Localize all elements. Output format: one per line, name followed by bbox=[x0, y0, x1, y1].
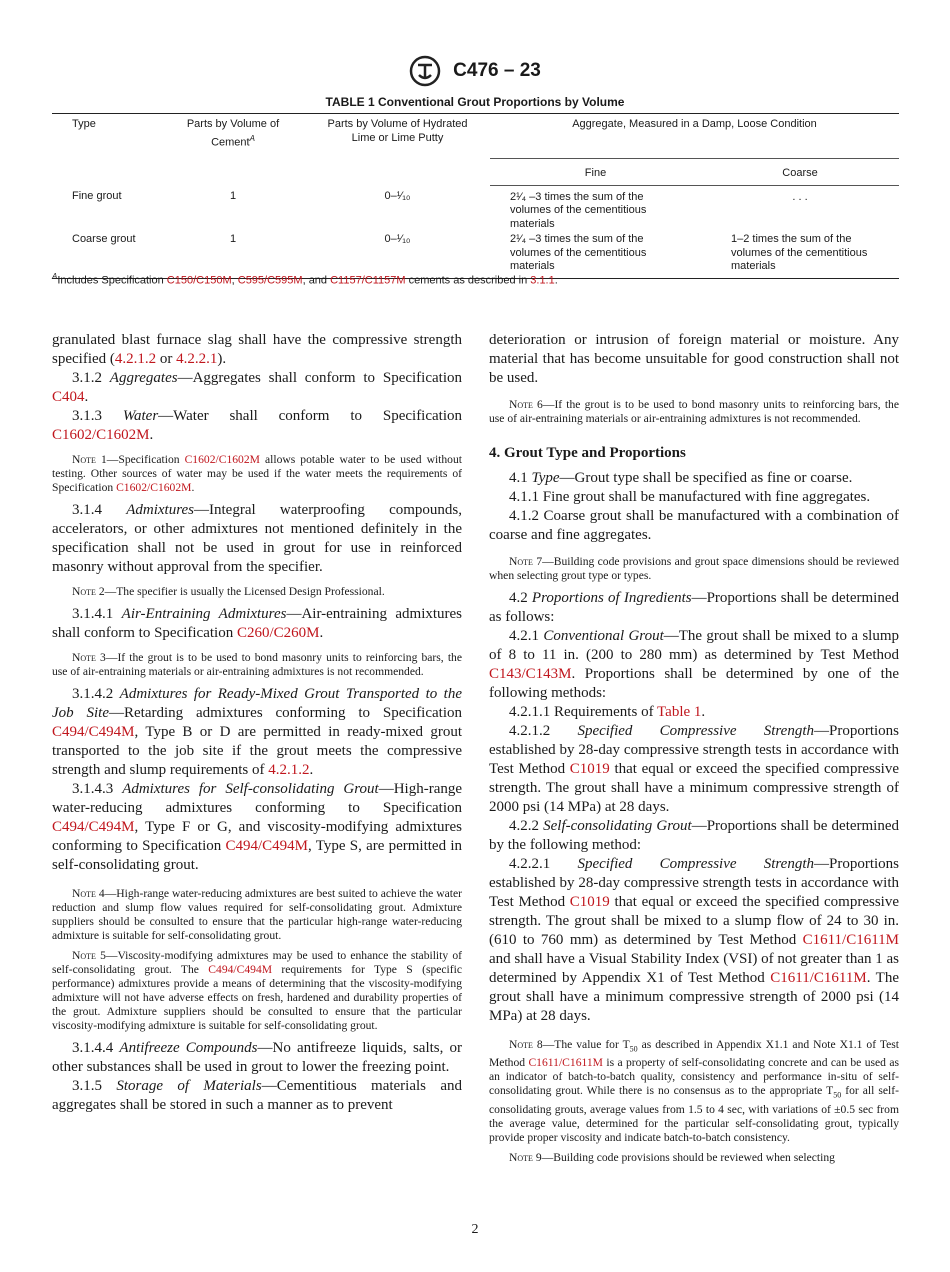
header-aggregate: Aggregate, Measured in a Damp, Loose Condition bbox=[490, 114, 899, 159]
link-c150[interactable]: C150/C150M bbox=[166, 274, 232, 287]
link-c1611[interactable]: C1611/C1611M bbox=[528, 1056, 603, 1070]
paragraph-4-2-2-1: 4.2.2.1 Specified Compressive Strength—Proportions established by 28-day compressive strength tests in accordance with Test Method C1019 that equal or exceed the specified compressive strength. The grout shall be mixed to a slump flow of 24 to 30 in. (610 to 760 mm) as determined by Test Method C1611/C1611M and shall have a Visual Stability Index (VSI) of not greater than 1 as determined by Appendix X1 of Test Method C1611/C1611M. The grout shall have a minimum compressive strength of 2000 psi (14 MPa) at 28 days. bbox=[489, 856, 900, 1024]
header-lime: Parts by Volume of Hydrated Lime or Lime Putty bbox=[305, 114, 490, 186]
table-footnote: $^A$Includes Specification C150/C150M, C595/C595M, and C1157/C1157M cements as described in 3.1.1. bbox=[52, 272, 558, 287]
link-c143[interactable]: C143/C143M bbox=[489, 666, 572, 682]
document-designation: C476 – 23 bbox=[453, 60, 541, 81]
link-c494[interactable]: C494/C494M bbox=[52, 724, 135, 740]
paragraph-3-1-3: 3.1.3 Water—Water shall conform to Specification C1602/C1602M. bbox=[52, 408, 463, 443]
note-5: Note 5—Viscosity-modifying admixtures may be used to enhance the stability of self-consolidating grout. The C494/C494M requirements for Type S (specific performance) admixtures provide a means of determining that the viscosity-modifying admixture will not have adverse effects on fresh, hardened and durability properties of the grout. Admixture suppliers should be consulted to ensure that the particular viscosity-modifying admixture is suitable for self-consolidating grout. bbox=[52, 949, 462, 1032]
link-c1019[interactable]: C1019 bbox=[569, 894, 610, 910]
link-section-3-1-1[interactable]: 3.1.1 bbox=[530, 274, 555, 287]
paragraph-3-1-4-1: 3.1.4.1 Air-Entraining Admixtures—Air-entraining admixtures shall conform to Specification C260/C260M. bbox=[52, 606, 463, 641]
note-8: Note 8—The value for $T_{50}$ as described in Appendix X1.1 and Note X1.1 of Test Method C1611/C1611M is a property of self-consolidating concrete and can be used as an indicator of batch-to-batch quality, consistency and performance in-situ of self-consolidating grout. While there is no consensus as to the appropriate $T_{50}$ for all self-consolidating grouts, average values from 1.5 to 4 sec, with variations of ±0.5 sec from the average value, determined for the particular self-consolidating grout, typically provide proper viscosity and indicate batch-to-batch consistency. bbox=[489, 1038, 899, 1144]
header-cement: Parts by Volume of Cement$^A$ bbox=[161, 114, 305, 186]
link-c1602[interactable]: C1602/C1602M bbox=[116, 481, 192, 494]
note-2: Note 2—The specifier is usually the Licensed Design Professional. bbox=[72, 585, 385, 598]
note-1: Note 1—Specification C1602/C1602M allows potable water to be used without testing. Other sources of water may be used if the water meets the requirements of Specification C1602/C1602M. bbox=[52, 453, 462, 494]
note-3: Note 3—If the grout is to be used to bond masonry units to reinforcing bars, the use of air-entraining materials or air-entraining admixtures is not recommended. bbox=[52, 651, 462, 678]
paragraph-3-1-2: 3.1.2 Aggregates—Aggregates shall conform to Specification C404. bbox=[52, 370, 462, 405]
paragraph-3-1-4-3: 3.1.4.3 Admixtures for Self-consolidating Grout—High-range water-reducing admixtures conforming to Specification C494/C494M, Type F or G, and viscosity-modifying admixtures conforming to Specification C494/C494M, Type S, are permitted in self-consolidating grout. bbox=[52, 781, 463, 873]
link-4-2-1-2[interactable]: 4.2.1.2 bbox=[114, 351, 157, 367]
note-7: Note 7—Building code provisions and grout space dimensions should be reviewed when selecting grout type or types. bbox=[489, 555, 899, 582]
header-fine: Fine bbox=[490, 159, 701, 186]
paragraph-4-1: 4.1 Type—Grout type shall be specified as fine or coarse. bbox=[509, 470, 853, 486]
paragraph-4-2-1-1: 4.2.1.1 Requirements of Table 1. bbox=[509, 704, 706, 720]
paragraph-3-1-4: 3.1.4 Admixtures—Integral waterproofing compounds, accelerators, or other admixtures not mentioned definitely in the specification shall not be used in grout for use in reinforced masonry without approval from the specifier. bbox=[52, 502, 462, 575]
paragraph-3-1-4-4: 3.1.4.4 Antifreeze Compounds—No antifreeze liquids, salts, or other substances shall be used in grout to lower the freezing point. bbox=[52, 1040, 463, 1075]
paragraph-4-2-1-2: 4.2.1.2 Specified Compressive Strength—Proportions established by 28-day compressive strength tests in accordance with Test Method C1019 that equal or exceed the specified compressive strength. The grout shall have a minimum compressive strength of 2000 psi (14 MPa) at 28 days. bbox=[489, 723, 900, 815]
right-column bbox=[489, 331, 899, 1171]
link-4-2-2-1[interactable]: 4.2.2.1 bbox=[176, 351, 218, 367]
paragraph-3-1-4-2: 3.1.4.2 Admixtures for Ready-Mixed Grout Transported to the Job Site—Retarding admixtures conforming to Specification C494/C494M, Type B or D are permitted in ready-mixed grout transported to the job site if the grout meets the compressive strength and slump requirements of 4.2.1.2. bbox=[52, 686, 463, 778]
table-caption: TABLE 1 Conventional Grout Proportions by Volume bbox=[325, 95, 625, 109]
note-6: Note 6—If the grout is to be used to bond masonry units to reinforcing bars, the use of air-entraining materials or air-entraining admixtures is not recommended. bbox=[489, 398, 899, 425]
note-4: Note 4—High-range water-reducing admixtures are best suited to achieve the water reduction and slump flow values required for self-consolidating grout. Admixture suppliers should be consulted to ensure that the particular high-range water-reducing admixture is suitable for self-consolidating grout. bbox=[52, 887, 462, 942]
note-9: Note 9—Building code provisions should be reviewed when selecting bbox=[509, 1150, 835, 1164]
link-c1602[interactable]: C1602/C1602M bbox=[184, 453, 260, 466]
page-header bbox=[0, 55, 950, 87]
paragraph-4-2-2: 4.2.2 Self-consolidating Grout—Proportions shall be determined by the following method: bbox=[489, 818, 900, 853]
link-c260[interactable]: C260/C260M bbox=[236, 625, 320, 641]
left-column bbox=[52, 331, 462, 1115]
link-4-2-1-2[interactable]: 4.2.1.2 bbox=[268, 762, 310, 778]
header-coarse: Coarse bbox=[701, 159, 899, 186]
paragraph-4-2-1: 4.2.1 Conventional Grout—The grout shall be mixed to a slump of 8 to 11 in. (200 to 280 mm) as determined by Test Method C143/C143M. Proportions shall be determined by one of the following methods: bbox=[489, 628, 899, 701]
table-row: Coarse grout 1 0–¹⁄₁₀ 2¹⁄₄ –3 times the sum of the volumes of the cementitious materials 1–2 times the sum of the volumes of the cementitious materials bbox=[52, 231, 899, 278]
link-table-1[interactable]: Table 1 bbox=[657, 704, 702, 720]
paragraph-3-1-5: 3.1.5 Storage of Materials—Cementitious materials and aggregates shall be stored in such a manner as to prevent bbox=[52, 1078, 462, 1113]
paragraph: granulated blast furnace slag shall have the compressive strength specified (4.2.1.2 or 4.2.2.1). bbox=[52, 332, 462, 367]
paragraph-4-2: 4.2 Proportions of Ingredients—Proportions shall be determined as follows: bbox=[489, 590, 900, 625]
link-c1611[interactable]: C1611/C1611M bbox=[770, 970, 867, 986]
section-heading: 4. Grout Type and Proportions bbox=[489, 445, 686, 461]
link-c1157[interactable]: C1157/C1157M bbox=[330, 274, 406, 287]
paragraph-4-1-1: 4.1.1 Fine grout shall be manufactured with fine aggregates. bbox=[509, 489, 871, 505]
link-c494[interactable]: C494/C494M bbox=[225, 838, 309, 854]
table-row: Fine grout 1 0–¹⁄₁₀ 2¹⁄₄ –3 times the sum of the volumes of the cementitious materials . . . bbox=[72, 190, 808, 230]
link-c1019[interactable]: C1019 bbox=[569, 761, 610, 777]
header-type: Type bbox=[52, 114, 161, 186]
link-c494[interactable]: C494/C494M bbox=[52, 819, 135, 835]
page-number: 2 bbox=[471, 1222, 479, 1237]
link-c1611[interactable]: C1611/C1611M bbox=[802, 932, 899, 948]
link-c494[interactable]: C494/C494M bbox=[208, 963, 273, 976]
astm-logo-icon bbox=[409, 55, 441, 87]
paragraph: deterioration or intrusion of foreign material or moisture. Any material that has become unsuitable for good construction shall not be used. bbox=[489, 332, 899, 386]
grout-proportions-table bbox=[52, 113, 899, 279]
link-c404[interactable]: C404 bbox=[52, 389, 85, 405]
paragraph-4-1-2: 4.1.2 Coarse grout shall be manufactured with a combination of coarse and fine aggregates. bbox=[489, 508, 899, 543]
link-c595[interactable]: C595/C595M bbox=[237, 274, 303, 287]
link-c1602[interactable]: C1602/C1602M bbox=[52, 427, 150, 443]
